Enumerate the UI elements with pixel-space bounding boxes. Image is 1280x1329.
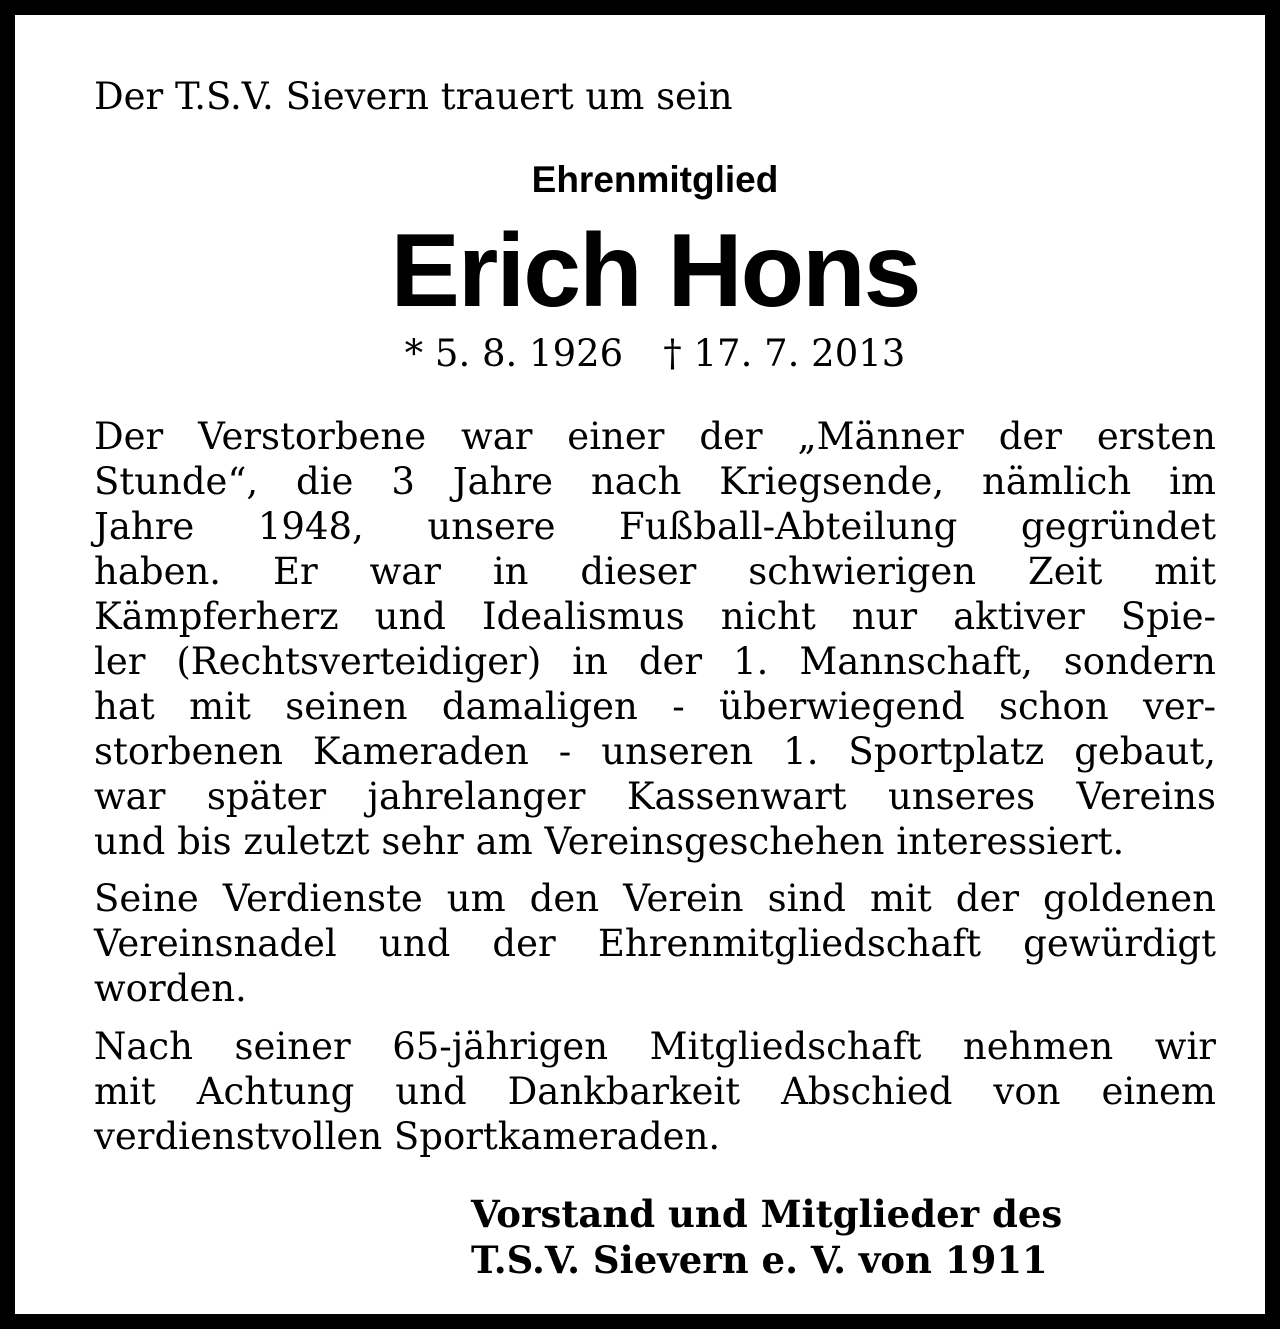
paragraph-line: und bis zuletzt sehr am Vereinsgeschehen interessiert. xyxy=(94,820,1125,863)
paragraph-line: storbenen Kameraden - unseren 1. Sportplatz gebaut, xyxy=(94,730,1216,773)
paragraph-line: mit Achtung und Dankbarkeit Abschied von einem xyxy=(94,1070,1216,1113)
signature-line-2: T.S.V. Sievern e. V. von 1911 xyxy=(471,1238,1048,1282)
paragraph-line: verdienstvollen Sportkameraden. xyxy=(94,1115,721,1158)
paragraph-line: Vereinsnadel und der Ehrenmitgliedschaft gewürdigt xyxy=(94,922,1216,965)
tribute-paragraph-1 xyxy=(94,414,1216,864)
deceased-name: Erich Hons xyxy=(390,213,920,329)
paragraph-line: worden. xyxy=(94,967,247,1010)
tribute-paragraph-3 xyxy=(94,1024,1216,1159)
life-dates xyxy=(15,331,1280,377)
intro-line: Der T.S.V. Sievern trauert um sein xyxy=(94,75,733,118)
paragraph-line: ler (Rechtsverteidiger) in der 1. Mannschaft, sondern xyxy=(94,640,1216,683)
paragraph-line: haben. Er war in dieser schwierigen Zeit mit xyxy=(94,550,1216,593)
paragraph-line: Jahre 1948, unsere Fußball-Abteilung gegründet xyxy=(94,505,1216,548)
paragraph-line: Der Verstorbene war einer der „Männer der ersten xyxy=(94,415,1216,458)
birth-date: * 5. 8. 1926 xyxy=(404,332,624,375)
tribute-paragraph-2 xyxy=(94,876,1216,1011)
signature-block xyxy=(471,1191,1062,1283)
death-date: † 17. 7. 2013 xyxy=(663,332,906,375)
paragraph-line: hat mit seinen damaligen - überwiegend schon ver- xyxy=(94,685,1216,728)
paragraph-line: Kämpferherz und Idealismus nicht nur aktiver Spie- xyxy=(94,595,1216,638)
paragraph-line: Stunde“, die 3 Jahre nach Kriegsende, nämlich im xyxy=(94,460,1216,503)
paragraph-line: Nach seiner 65-jährigen Mitgliedschaft nehmen wir xyxy=(94,1025,1216,1068)
paragraph-line: war später jahrelanger Kassenwart unseres Vereins xyxy=(94,775,1216,818)
honorary-member-label: Ehrenmitglied xyxy=(531,159,779,200)
signature-line-1: Vorstand und Mitglieder des xyxy=(471,1192,1063,1236)
paragraph-line: Seine Verdienste um den Verein sind mit der goldenen xyxy=(94,877,1216,920)
